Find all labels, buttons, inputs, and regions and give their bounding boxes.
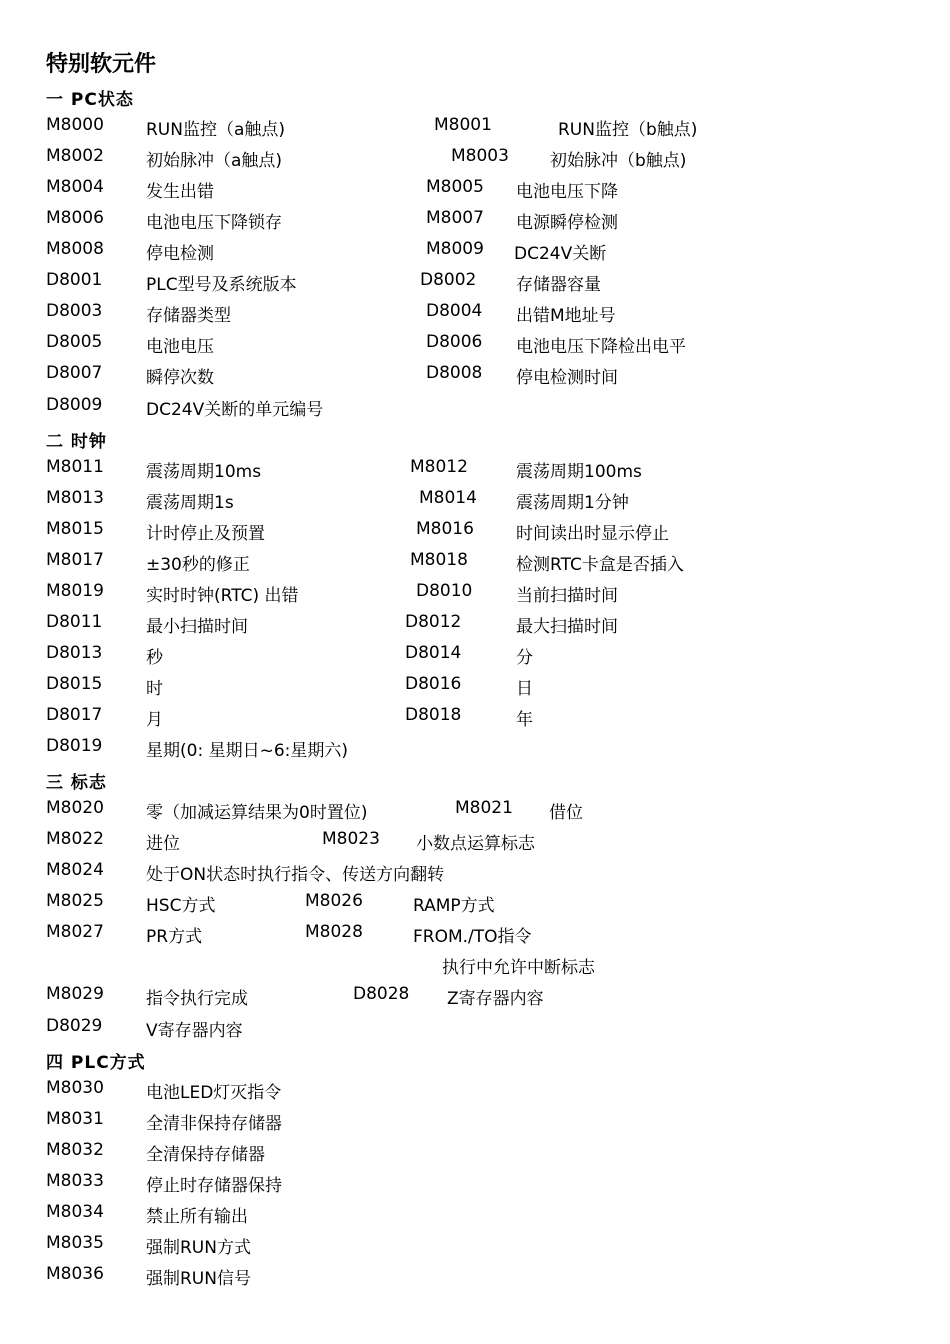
device-description: PR方式 [146,927,203,948]
device-code: M8006 [46,208,104,229]
device-description: 存储器类型 [146,306,231,327]
device-description: Z寄存器内容 [447,989,544,1010]
device-description: 初始脉冲（a触点) [146,151,283,172]
device-code: M8035 [46,1232,104,1253]
device-description: 指令执行完成 [146,989,248,1010]
device-description: 全清保持存储器 [146,1144,265,1165]
device-description: 计时停止及预置 [146,523,265,544]
device-description: 借位 [549,803,583,824]
device-code: M8030 [46,1077,104,1098]
device-code: D8001 [46,270,103,291]
device-description: 禁止所有输出 [146,1206,248,1227]
device-description: 电池电压 [146,337,214,358]
device-description: 实时时钟(RTC) 出错 [146,585,299,606]
device-code: D8014 [405,642,462,663]
device-code: M8017 [46,549,104,570]
device-code: M8024 [46,860,104,881]
device-description: PLC型号及系统版本 [146,275,297,296]
device-code: M8003 [451,146,509,167]
device-code: M8023 [322,829,380,850]
device-code: M8028 [305,922,363,943]
page-title: 特别软元件 [46,52,157,77]
device-code: D8007 [46,363,103,384]
device-code: D8009 [46,394,103,415]
section-heading: 三 标志 [46,773,107,794]
device-code: M8029 [46,984,104,1005]
device-code: M8027 [46,922,104,943]
device-description: RUN监控（b触点) [558,120,698,141]
device-description: 震荡周期100ms [516,461,642,482]
device-description: 日 [516,678,533,699]
device-code: M8001 [434,115,492,136]
device-code: D8008 [426,363,483,384]
device-code: D8028 [353,984,410,1005]
device-description: ±30秒的修正 [146,554,250,575]
device-code: M8036 [46,1263,104,1284]
device-code: M8004 [46,177,104,198]
device-description: 电池LED灯灭指令 [146,1082,282,1103]
device-code: D8010 [416,580,473,601]
device-code: D8016 [405,673,462,694]
device-code: D8006 [426,332,483,353]
device-description: 时间读出时显示停止 [516,523,669,544]
device-description: 月 [146,710,163,730]
device-description: 年 [516,710,533,730]
device-code: M8015 [46,518,104,539]
device-code: M8025 [46,891,104,912]
device-description: 时 [146,678,163,699]
device-description: HSC方式 [146,896,216,917]
device-code: D8002 [420,270,477,291]
device-description: 电池电压下降 [516,182,618,203]
device-description: 强制RUN信号 [146,1268,251,1289]
device-code: D8005 [46,332,103,353]
device-code: M8008 [46,239,104,260]
device-code: M8032 [46,1139,104,1160]
device-code: M8002 [46,146,104,167]
device-description: RAMP方式 [413,896,495,917]
device-description: 初始脉冲（b触点) [550,151,687,172]
section-heading: 四 PLC方式 [46,1052,146,1073]
device-description: 分 [516,647,533,668]
device-code: D8011 [46,611,103,632]
device-description: 停电检测 [146,244,214,265]
device-code: M8012 [410,456,468,477]
device-code: M8020 [46,798,104,819]
device-description: 震荡周期10ms [146,461,262,482]
device-description: 最大扫描时间 [516,616,618,637]
device-description: 最小扫描时间 [146,616,248,637]
device-description: DC24V关断 [514,244,607,265]
section-heading: 二 时钟 [46,431,107,452]
device-description: 存储器容量 [516,275,601,296]
device-description: 强制RUN方式 [146,1237,251,1258]
device-code: D8003 [46,301,103,322]
device-code: M8021 [455,798,513,819]
device-description: 小数点运算标志 [416,834,535,855]
device-code: M8009 [426,239,484,260]
device-code: M8022 [46,829,104,850]
device-description: 发生出错 [146,182,214,203]
device-code: M8018 [410,549,468,570]
device-code: D8017 [46,705,103,725]
device-code: D8004 [426,301,483,322]
device-code: M8033 [46,1170,104,1191]
device-code: M8031 [46,1108,104,1129]
device-description: V寄存器内容 [146,1020,243,1041]
device-description: 检测RTC卡盒是否插入 [516,554,684,575]
device-description: FROM./TO指令 [413,927,532,948]
device-code: M8013 [46,487,104,508]
device-description: RUN监控（a触点) [146,120,286,141]
device-description: 震荡周期1s [146,492,234,513]
device-code: M8019 [46,580,104,601]
device-description: 处于ON状态时执行指令、传送方向翻转 [146,865,445,886]
device-description: 当前扫描时间 [516,585,618,606]
device-code: D8015 [46,673,103,694]
device-code: D8019 [46,736,103,757]
device-description: 零（加减运算结果为0时置位) [146,803,368,824]
device-description: DC24V关断的单元编号 [146,399,324,420]
device-description: 瞬停次数 [146,368,214,389]
device-description: 进位 [146,834,180,855]
device-code: M8011 [46,456,104,477]
device-description: 全清非保持存储器 [146,1113,282,1134]
device-code: M8005 [426,177,484,198]
device-code: M8026 [305,891,363,912]
section-heading: 一 PC状态 [46,90,134,110]
device-code: D8012 [405,611,462,632]
device-description: 秒 [146,647,163,668]
device-description: 震荡周期1分钟 [516,492,629,513]
device-code: D8018 [405,705,462,725]
device-code: M8034 [46,1201,104,1222]
device-code: M8014 [419,487,477,508]
device-code: D8029 [46,1015,103,1036]
device-description: 电池电压下降检出电平 [516,337,686,358]
device-code: M8000 [46,115,104,136]
device-description: 电池电压下降锁存 [146,213,282,234]
device-description: 停电检测时间 [516,368,618,389]
device-description: 停止时存储器保持 [146,1175,282,1196]
device-code: D8013 [46,642,103,663]
device-code: M8016 [416,518,474,539]
device-code: M8007 [426,208,484,229]
device-description: 执行中允许中断标志 [442,958,595,979]
device-description: 电源瞬停检测 [516,213,618,234]
device-description: 出错M地址号 [516,306,616,327]
device-description: 星期(0: 星期日~6:星期六) [146,741,348,762]
